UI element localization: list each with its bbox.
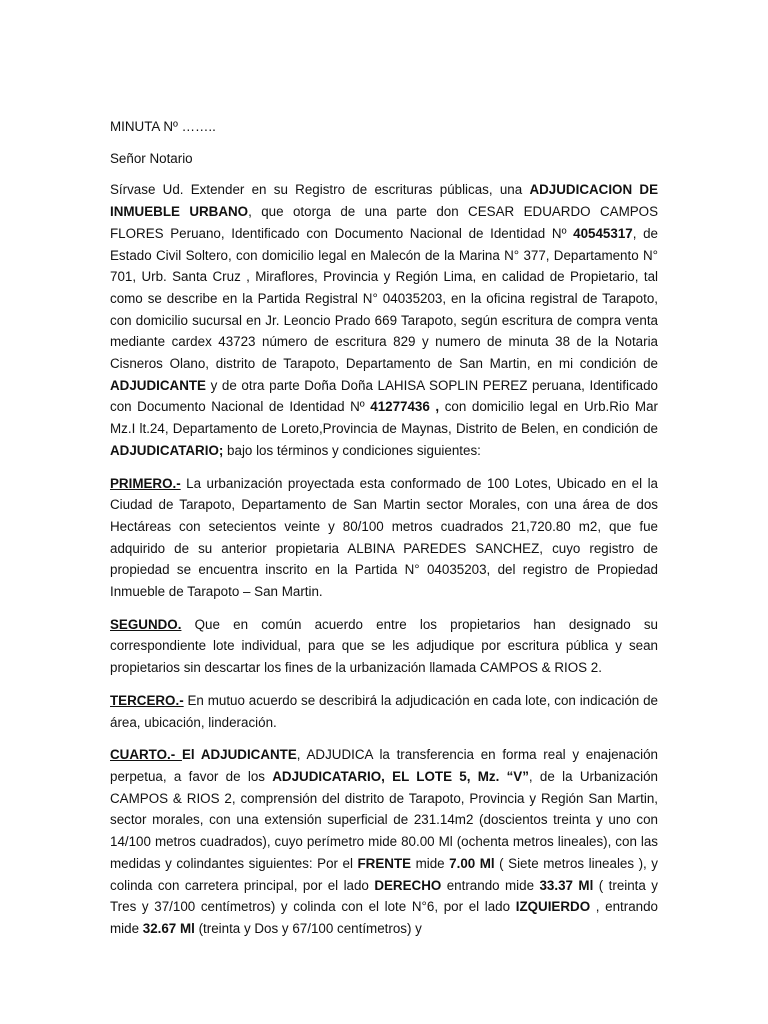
senor-notario-line: Señor Notario (110, 150, 193, 166)
cuarto-text-2: , de la Urbanización CAMPOS & RIOS 2, comprensión del distrito de Tarapoto, Provincia y Región San Martin, sector morales, con una extensión superficial de 231.14m2 (doscientos treinta y uno con 14/100 metros cuadrados), cuyo perímetro mide 80.00 Ml (ochenta metros lineales), con las medidas y colindantes siguientes: Por el (110, 768, 658, 871)
cuarto-frente: FRENTE (357, 855, 412, 871)
minuta-line: MINUTA Nº …….. (110, 119, 216, 134)
cuarto-derecho-medida: 33.37 Ml (539, 877, 594, 893)
intro-text-5: con domicilio legal en Urb.Rio Mar Mz.I lt.24, Departamento de Loreto,Provincia de Maynas, Distrito de Belen, en condición de (110, 399, 658, 437)
cuarto-text-7: , entrando mide (110, 899, 658, 936)
dni-adjudicatario: 41277436 , (370, 399, 440, 415)
intro-paragraph (110, 179, 658, 461)
cuarto-frente-medida: 7.00 Ml (449, 855, 495, 871)
cuarto-text-8: (treinta y Dos y 67/100 centímetros) y (194, 920, 422, 936)
cuarto-text-6: ( treinta y Tres y 37/100 centímetros) y colinda con el lote N°6, por el lado (110, 877, 658, 915)
clause-segundo (110, 614, 658, 679)
intro-title-bold: ADJUDICACION DE INMUEBLE URBANO (110, 182, 658, 220)
intro-text-2: , que otorga de una parte don CESAR EDUARDO CAMPOS FLORES Peruano, Identificado con Documento Nacional de Identidad Nº (110, 204, 658, 241)
clause-primero (110, 473, 658, 603)
adjudicante-label: ADJUDICANTE (110, 377, 206, 393)
cuarto-adjudicante: El ADJUDICANTE (181, 747, 297, 763)
dni-adjudicante: 40545317 (573, 225, 633, 241)
tercero-text: En mutuo acuerdo se describirá la adjudicación en cada lote, con indicación de área, ubicación, linderación. (110, 692, 658, 730)
cuarto-heading: CUARTO.- (110, 747, 182, 763)
primero-text: La urbanización proyectada esta conformado de 100 Lotes, Ubicado en el la Ciudad de Tarapoto, Departamento de San Martin sector Morales, con una área de dos Hectáreas con setecientos veinte y 80/100 metros cuadrados 21,720.80 m2, que fue adquirido de su anterior propietaria ALBINA PAREDES SANCHEZ, cuyo registro de propiedad se encuentra inscrito en la Partida N° 04035203, del registro de Propiedad Inmueble de Tarapoto – San Martin. (110, 475, 658, 600)
cuarto-text-5: entrando mide (441, 877, 540, 893)
intro-text-1: Sírvase Ud. Extender en su Registro de escrituras públicas, una (110, 182, 530, 198)
intro-text-4: y de otra parte Doña Doña LAHISA SOPLIN PEREZ peruana, Identificado con Documento Nacional de Identidad Nº (110, 377, 658, 415)
tercero-heading: TERCERO.- (110, 692, 184, 708)
adjudicatario-label: ADJUDICATARIO; (110, 442, 224, 458)
intro-text-6: bajo los términos y condiciones siguientes: (223, 442, 481, 458)
cuarto-text-3: mide (411, 855, 450, 871)
cuarto-izquierdo-medida: 32.67 Ml (142, 920, 195, 936)
cuarto-izquierdo: IZQUIERDO (515, 899, 591, 915)
primero-heading: PRIMERO.- (110, 475, 181, 491)
document-page (110, 116, 658, 951)
intro-text-3: , de Estado Civil Soltero, con domicilio legal en Malecón de la Marina N° 377, Departamento N° 701, Urb. Santa Cruz , Miraflores, Provincia y Región Lima, en calidad de Propietario, tal como se describe en la Partida Registral N° 04035203, en la oficina registral de Tarapoto, con domicilio sucursal en Jr. Leoncio Prado 669 Tarapoto, según escritura de compra venta mediante cardex 43723 número de escritura 829 y numero de minuta 38 de la Notaria Cisneros Olano, distrito de Tarapoto, Departamento de San Martin, en mi condición de (110, 225, 658, 372)
clause-tercero (110, 690, 658, 733)
segundo-heading: SEGUNDO. (110, 616, 182, 632)
cuarto-lote: ADJUDICATARIO, EL LOTE 5, Mz. “V” (272, 768, 529, 784)
cuarto-text-1: , ADJUDICA la transferencia en forma real y enajenación perpetua, a favor de los (110, 747, 658, 784)
cuarto-text-4: ( Siete metros lineales ), y colinda con carretera principal, por el lado (110, 855, 658, 893)
segundo-text: Que en común acuerdo entre los propietarios han designado su correspondiente lote individual, para que se les adjudique por escritura pública y sean propietarios sin descartar los fines de la urbanización llamada CAMPOS & RIOS 2. (110, 616, 658, 676)
cuarto-derecho: DERECHO (374, 877, 442, 893)
clause-cuarto (110, 744, 658, 939)
